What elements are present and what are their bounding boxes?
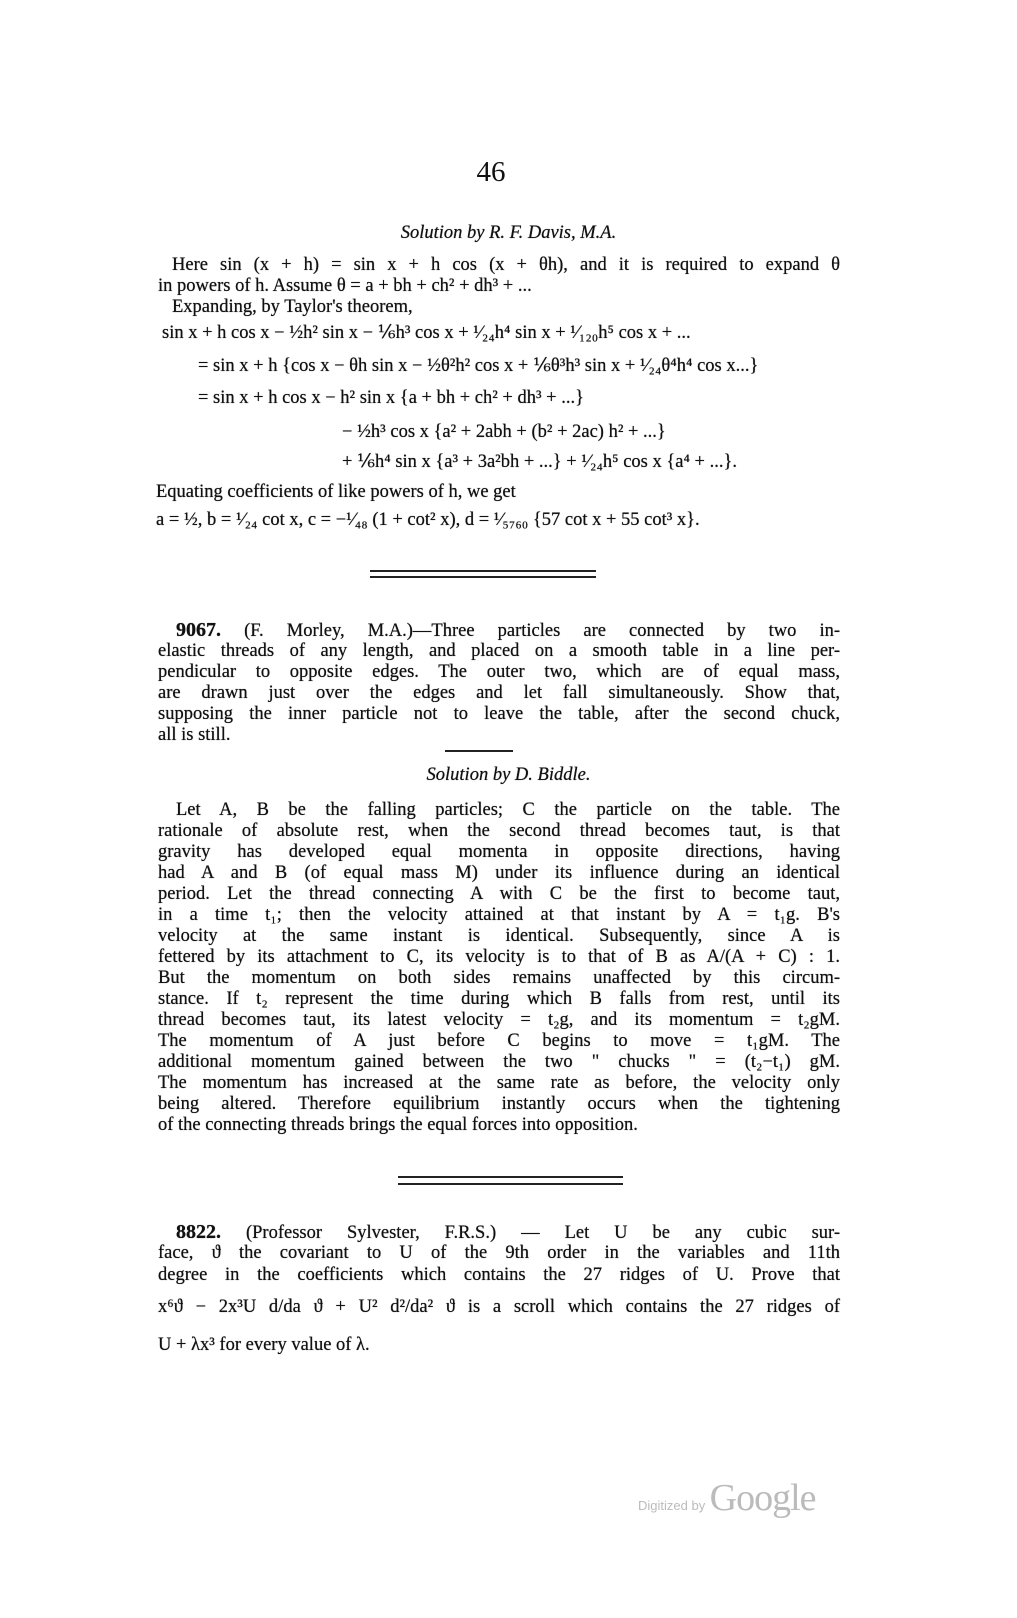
biddle-line: But the momentum on both sides remains unaffected by this circum- xyxy=(158,968,840,988)
biddle-line: stance. If t₂ represent the time during which B falls from rest, until its xyxy=(158,989,840,1009)
problem-9067-line: elastic threads of any length, and placed on a smooth table in a line per- xyxy=(158,641,840,661)
problem-8822-line: U + λx³ for every value of λ. xyxy=(158,1335,370,1355)
short-divider xyxy=(445,750,513,752)
biddle-line: velocity at the same instant is identical. Subsequently, since A is xyxy=(158,926,840,946)
page-number: 46 xyxy=(476,156,506,188)
biddle-line: of the connecting threads brings the equal forces into opposition. xyxy=(158,1115,638,1135)
problem-author: (Professor Sylvester, F.R.S.) xyxy=(245,1223,497,1243)
davis-line: Expanding, by Taylor's theorem, xyxy=(172,297,413,317)
problem-8822-line xyxy=(176,1222,840,1244)
biddle-line: period. Let the thread connecting A with C be the first to become taut, xyxy=(158,884,840,904)
davis-equation: sin x + h cos x − ½h² sin x − ⅙h³ cos x + ¹⁄₂₄h⁴ sin x + ¹⁄₁₂₀h⁵ cos x + ... xyxy=(162,323,691,343)
problem-8822-line: degree in the coefficients which contains the 27 ridges of U. Prove that xyxy=(158,1265,840,1285)
biddle-line: fettered by its attachment to C, its velocity is to that of B as A/(A + C) : 1. xyxy=(158,947,840,967)
problem-number: 8822. xyxy=(176,1221,221,1243)
problem-8822-line: face, ϑ the covariant to U of the 9th order in the variables and 11th xyxy=(158,1243,840,1263)
davis-solution-heading: Solution by R. F. Davis, M.A. xyxy=(400,223,617,243)
biddle-line: gravity has developed equal momenta in opposite directions, having xyxy=(158,842,840,862)
problem-number: 9067. xyxy=(176,619,221,641)
biddle-line: Let A, B be the falling particles; C the particle on the table. The xyxy=(176,800,840,820)
problem-9067-line: all is still. xyxy=(158,725,231,745)
davis-line: in powers of h. Assume θ = a + bh + ch² + dh³ + ... xyxy=(158,276,532,296)
watermark-prefix: Digitized by xyxy=(638,1498,706,1513)
biddle-line: had A and B (of equal mass M) under its influence during an identical xyxy=(158,863,840,883)
davis-line: Equating coefficients of like powers of h, we get xyxy=(156,482,516,502)
davis-result: a = ½, b = ¹⁄₂₄ cot x, c = −¹⁄₄₈ (1 + cot² x), d = ¹⁄₅₇₆₀ {57 cot x + 55 cot³ x}. xyxy=(156,510,700,530)
section-divider xyxy=(398,1176,623,1178)
biddle-line: The momentum has increased at the same rate as before, the velocity only xyxy=(158,1073,840,1093)
problem-9067-line: supposing the inner particle not to leave the table, after the second chuck, xyxy=(158,704,840,724)
davis-equation: = sin x + h cos x − h² sin x {a + bh + ch² + dh³ + ...} xyxy=(198,388,584,408)
davis-equation: − ½h³ cos x {a² + 2abh + (b² + 2ac) h² + ...} xyxy=(342,422,666,442)
problem-author: (F. Morley, M.A.) xyxy=(244,621,413,641)
problem-8822-equation: x⁶ϑ − 2x³U d/da ϑ + U² d²/da² ϑ is a scroll which contains the 27 ridges of xyxy=(158,1297,840,1317)
biddle-line: rationale of absolute rest, when the second thread becomes taut, is that xyxy=(158,821,840,841)
section-divider xyxy=(398,1183,623,1185)
biddle-solution-heading: Solution by D. Biddle. xyxy=(426,765,591,785)
problem-9067-line xyxy=(176,620,840,642)
biddle-line: additional momentum gained between the two " chucks " = (t₂−t₁) gM. xyxy=(158,1052,840,1072)
biddle-line: being altered. Therefore equilibrium instantly occurs when the tightening xyxy=(158,1094,840,1114)
google-watermark xyxy=(638,1476,816,1520)
biddle-line: thread becomes taut, its latest velocity = t₂g, and its momentum = t₂gM. xyxy=(158,1010,840,1030)
problem-text: —Three particles are connected by two in- xyxy=(412,621,841,641)
google-logo: Google xyxy=(709,1477,816,1519)
section-divider xyxy=(370,570,596,572)
davis-equation: + ⅙h⁴ sin x {a³ + 3a²bh + ...} + ¹⁄₂₄h⁵ cos x {a⁴ + ...}. xyxy=(342,452,737,472)
davis-equation: = sin x + h {cos x − θh sin x − ½θ²h² cos x + ⅙θ³h³ sin x + ¹⁄₂₄θ⁴h⁴ cos x...} xyxy=(198,356,759,376)
davis-line: Here sin (x + h) = sin x + h cos (x + θh), and it is required to expand θ xyxy=(172,255,840,275)
problem-9067-line: pendicular to opposite edges. The outer two, which are of equal mass, xyxy=(158,662,840,682)
section-divider xyxy=(370,576,596,578)
problem-9067-line: are drawn just over the edges and let fall simultaneously. Show that, xyxy=(158,683,840,703)
biddle-line: in a time t₁; then the velocity attained at that instant by A = t₁g. B's xyxy=(158,905,840,925)
biddle-line: The momentum of A just before C begins to move = t₁gM. The xyxy=(158,1031,840,1051)
problem-text: — Let U be any cubic sur- xyxy=(521,1223,841,1243)
